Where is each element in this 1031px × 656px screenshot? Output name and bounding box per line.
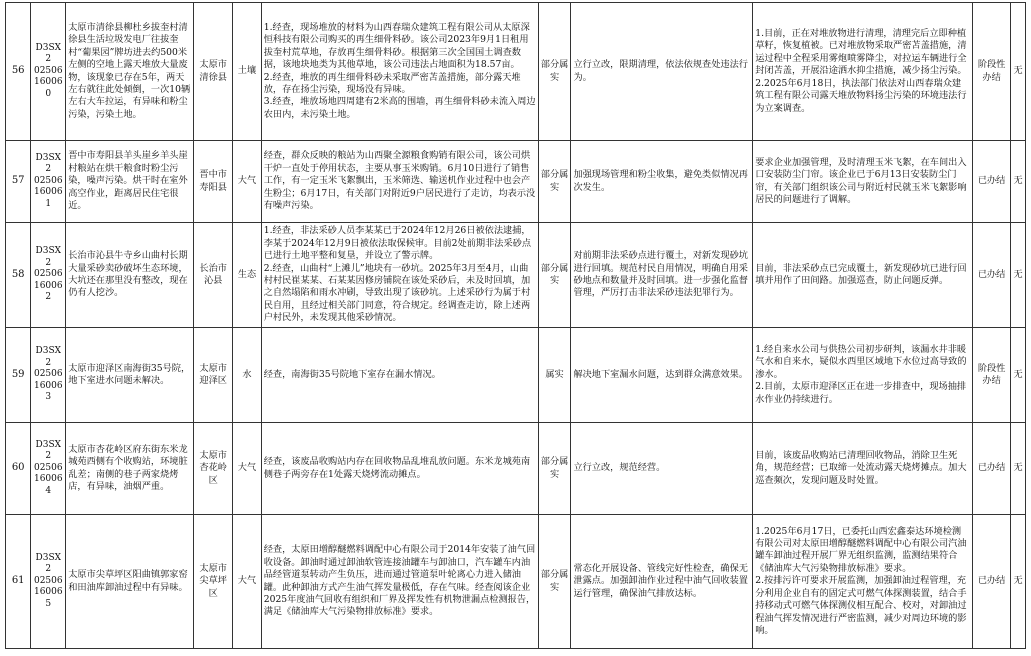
verdict-text: 部分属实 — [540, 569, 569, 593]
verdict-text: 部分属实 — [540, 262, 569, 286]
case-code-cell — [31, 423, 66, 515]
case-code-text: D3SX2 02506 16006 3 — [33, 346, 63, 403]
rectification-requirement-text: 立行立改，限期清理，依法依规查处违法行为。 — [573, 59, 748, 83]
investigation-findings-cell — [261, 141, 538, 223]
status-text: 已办结 — [977, 575, 1006, 587]
reported-issue-text: 长治市沁县牛寺乡山曲村长期大量采砂卖砂破坏生态环境，大坑还在那里没有整改，现在仍有人挖沙。 — [68, 250, 188, 299]
status-text: 已办结 — [977, 268, 1006, 280]
pollution-type-cell — [233, 423, 262, 515]
status-cell — [973, 141, 1011, 223]
pollution-type-cell — [233, 515, 262, 649]
investigation-findings-text: 经查，太原田增醇醚燃料调配中心有限公司于2014年安装了油气回收设备。卸油时通过卸油软管连接油罐车与卸油口，汽车罐车内油品经管道泵转动产生负压，进而通过管道泵叶轮离心力进入储油罐。此种卸油方式产生油气挥发量极低，存在气味。经查阅该企业2025年度油气回收有组织和厂界及挥发性有机物泄漏点检测报告，满足《储油库大气污染物排放标准》要求。 — [263, 544, 536, 618]
row-number-text: 56 — [11, 65, 25, 77]
rectification-result-text: 1.经自来水公司与供热公司初步研判，该漏水井非暖气水和自来水，疑似水西里区域地下水位过高导致的渗水。 2.目前，太原市迎泽区正在进一步排查中，现场抽排水作业仍持续进行。 — [755, 343, 967, 405]
reported-issue-cell — [66, 141, 194, 223]
reported-issue-text: 晋中市寿阳县羊头崖乡羊头崖村粮站在烘干粮食时粉尘污染，噪声污染。烘干时在室外高空作业，距离居民住宅很近。 — [68, 150, 188, 212]
rectification-result-text: 1.目前，正在对堆放物进行清理，清理完后立即种植草籽，恢复植被。已对堆放物采取严密苫盖措施，清运过程中全程采用雾炮喷雾降尘，对拉运车辆进行全封闭苫盖，开展沿途洒水抑尘措施，减少扬尘污染。 2.2025年6月18日，执法部门依法对山西春瑞众建筑工程有限公司露天堆放物料扬尘污染的环境违法行为立案调查。 — [755, 28, 967, 114]
reported-issue-cell — [66, 515, 194, 649]
pollution-type-cell — [233, 328, 262, 423]
status-text: 已办结 — [977, 462, 1006, 474]
table-row — [6, 223, 1026, 328]
rectification-result-text: 目前，该废品收购站已清理回收物品，消除卫生死角，规范经营；已取缔一处流动露天烧烤摊点。加大巡查频次，发现问题及时处置。 — [755, 449, 967, 486]
rectification-requirement-text: 解决地下室漏水问题，达到群众满意效果。 — [573, 368, 748, 380]
investigation-findings-text: 经查，南海街35号院地下室存在漏水情况。 — [263, 368, 441, 380]
row-number-cell — [6, 3, 31, 141]
row-number-text: 58 — [11, 268, 25, 280]
table-row — [6, 3, 1026, 141]
accountability-cell — [1011, 141, 1026, 223]
table-row — [6, 423, 1026, 515]
row-number-text: 59 — [11, 368, 25, 380]
investigation-findings-cell — [261, 423, 538, 515]
rectification-result-cell — [753, 141, 973, 223]
case-code-text: D3SX2 02506 16006 2 — [33, 246, 63, 303]
table-body — [6, 3, 1026, 649]
investigation-findings-cell — [261, 223, 538, 328]
investigation-findings-text: 经查，群众反映的粮站为山西聚全源粮食购销有限公司，该公司烘干炉一直处于停用状态，主要从事玉米购销。6月10日进行了销售工作，有一定玉米飞絮飘出，玉米筛选、输送机作业过程中也会产生粉尘；6月17日，有关部门对附近9户居民进行了走访，均表示没有噪声污染。 — [263, 150, 536, 212]
rectification-result-cell — [753, 3, 973, 141]
verdict-text: 部分属实 — [540, 456, 569, 480]
accountability-cell — [1011, 423, 1026, 515]
rectification-requirement-text: 常态化开展设备、管线完好性检查，确保无泄露点。加强卸油作业过程中油气回收装置运行管理，确保油气排放达标。 — [573, 562, 748, 599]
pollution-type-text: 大气 — [237, 575, 257, 587]
case-code-cell — [31, 141, 66, 223]
region-text: 太原市尖草坪区 — [199, 562, 227, 599]
row-number-cell — [6, 515, 31, 649]
rectification-result-text: 目前，非法采砂点已完成覆土，新发现砂坑已进行回填并用作了田间路。加强巡查，防止问题反弹。 — [755, 262, 967, 286]
accountability-cell — [1011, 328, 1026, 423]
rectification-requirement-text: 立行立改，规范经营。 — [573, 462, 666, 474]
status-cell — [973, 3, 1011, 141]
verdict-cell — [538, 3, 571, 141]
accountability-text: 无 — [1013, 175, 1023, 187]
case-code-text: D3SX2 02506 16006 1 — [33, 152, 63, 209]
accountability-text: 无 — [1013, 462, 1023, 474]
region-cell — [194, 223, 233, 328]
rectification-result-cell — [753, 328, 973, 423]
accountability-cell — [1011, 223, 1026, 328]
region-cell — [194, 423, 233, 515]
region-cell — [194, 515, 233, 649]
investigation-findings-text: 1.经查，现场堆放的材料为山西春瑞众建筑工程有限公司从太原深恒科技有限公司购买的再生细骨料砂。该公司2023年9月1日租用拔奎村荒草地，存放再生细骨料砂。根据第三次全国国土调查数据，该地块地类为其他草地，该公司违法占地面积为18.57亩。 2.经查，堆放的再生细骨料砂未采取严密苫盖措施，部分露天堆放，存在扬尘污染，现场没有异味。 3.经查，堆放场地四周建有2米高的围墙，再生细骨料砂未流入周边农田内，未污染土地。 — [263, 21, 536, 120]
region-text: 晋中市寿阳县 — [199, 169, 227, 193]
verdict-cell — [538, 423, 571, 515]
row-number-cell — [6, 141, 31, 223]
reported-issue-text: 太原市杏花岭区府东街东米龙城苑西侧有个收购站，环境脏乱差；南侧的巷子两家烧烤店，有异味，油烟严重。 — [68, 443, 188, 492]
verdict-cell — [538, 223, 571, 328]
investigation-findings-text: 经查，该废品收购站内存在回收物品乱堆乱放问题。东米龙城苑南侧巷子两旁存在1处露天烧烤流动摊点。 — [263, 456, 531, 480]
verdict-cell — [538, 328, 571, 423]
investigation-findings-cell — [261, 515, 538, 649]
rectification-requirement-text: 加强现场管理和粉尘收集，避免类似情况再次发生。 — [573, 169, 748, 193]
rectification-requirement-text: 对前期非法采砂点进行覆土，对新发现砂坑进行回填。规范村民自用情况，明确自用采砂地点和数量并及时回填。进一步强化监督管理，严厉打击非法采砂违法犯罪行为。 — [573, 250, 748, 299]
accountability-text: 无 — [1013, 575, 1023, 587]
row-number-text: 60 — [11, 462, 25, 474]
verdict-text: 部分属实 — [540, 169, 569, 193]
accountability-text: 无 — [1013, 65, 1023, 77]
rectification-requirement-cell — [571, 141, 753, 223]
row-number-cell — [6, 223, 31, 328]
investigation-findings-cell — [261, 328, 538, 423]
rectification-requirement-cell — [571, 328, 753, 423]
pollution-type-cell — [233, 223, 262, 328]
rectification-result-text: 1.2025年6月17日，已委托山西宏鑫泰达环境检测有限公司对太原田增醇醚燃料调配中心有限公司汽油罐车卸油过程开展厂界无组织监测，监测结果符合《储油库大气污染物排放标准》要求。 2.按排污许可要求开展监测，加强卸油过程管理，充分利用企业自有的固定式可燃气体探测装置，结合手持移动式可燃气体探测仪相互配合、校对，对卸油过程油气挥发情况进行严密监测，减少对周边环境的影响。 — [755, 525, 967, 636]
row-number-cell — [6, 423, 31, 515]
pollution-type-cell — [233, 3, 262, 141]
table-row — [6, 141, 1026, 223]
region-cell — [194, 3, 233, 141]
accountability-text: 无 — [1013, 268, 1023, 280]
reported-issue-text: 太原市清徐县柳杜乡拔奎村清徐县生活垃圾发电厂往拔奎村“葡果园”牌坊进去约500米左侧的空地上露天堆放大量废物，该现象已存在5年，两天左右就往此处倾倒，一次10辆左右大车拉运，有异味和粉尘污染，污染土地。 — [68, 21, 191, 120]
region-text: 长治市沁县 — [199, 262, 227, 286]
accountability-cell — [1011, 515, 1026, 649]
accountability-text: 无 — [1013, 368, 1023, 380]
region-text: 太原市清徐县 — [199, 59, 227, 83]
accountability-cell — [1011, 3, 1026, 141]
case-code-text: D3SX2 02506 16006 4 — [33, 439, 63, 496]
verdict-text: 属实 — [545, 368, 564, 380]
rectification-result-cell — [753, 423, 973, 515]
rectification-requirement-cell — [571, 223, 753, 328]
reported-issue-text: 太原市尖草坪区阳曲镇郭家窑和田油库卸油过程中有异味。 — [68, 569, 188, 593]
investigation-findings-text: 1.经查，非法采砂人员李某某已于2024年12月26日被依法逮捕，李某于2024年12月9日被依法取保候审。目前2处前期非法采砂点已进行土地平整和复垦，并设立了警示牌。 2.经查，山曲村“上滩儿”地块有一砂坑。2025年3月至4月，山曲村村民崔某某、石某某因修房铺院在该处采砂后，未及时回填，加之自然塌陷和雨水冲刷，导致出现了该砂坑。上述采砂行为属于村民自用，且经过相关部门同意，符合规定。经调查走访，除上述两户村民外，未发现其他采砂情况。 — [263, 225, 532, 324]
reported-issue-cell — [66, 423, 194, 515]
row-number-cell — [6, 328, 31, 423]
reported-issue-cell — [66, 223, 194, 328]
row-number-text: 57 — [11, 175, 25, 187]
status-text: 阶段性办结 — [977, 59, 1006, 83]
status-cell — [973, 328, 1011, 423]
case-code-text: D3SX2 02506 16006 0 — [33, 42, 63, 99]
petition-table — [5, 2, 1026, 649]
case-code-cell — [31, 3, 66, 141]
case-code-cell — [31, 328, 66, 423]
pollution-type-text: 大气 — [237, 175, 257, 187]
verdict-cell — [538, 141, 571, 223]
status-text: 阶段性办结 — [977, 362, 1006, 386]
status-text: 已办结 — [977, 175, 1006, 187]
rectification-result-cell — [753, 223, 973, 328]
rectification-requirement-cell — [571, 423, 753, 515]
case-code-cell — [31, 223, 66, 328]
status-cell — [973, 223, 1011, 328]
pollution-type-text: 生态 — [237, 268, 257, 280]
rectification-requirement-cell — [571, 515, 753, 649]
rectification-requirement-cell — [571, 3, 753, 141]
pollution-type-text: 大气 — [237, 462, 257, 474]
reported-issue-cell — [66, 3, 194, 141]
row-number-text: 61 — [11, 575, 25, 587]
rectification-result-cell — [753, 515, 973, 649]
reported-issue-cell — [66, 328, 194, 423]
region-text: 太原市杏花岭区 — [199, 449, 227, 486]
pollution-type-text: 土壤 — [237, 65, 257, 77]
status-cell — [973, 423, 1011, 515]
investigation-findings-cell — [261, 3, 538, 141]
rectification-result-text: 要求企业加强管理，及时清理玉米飞絮，在车间出入口安装防尘门帘。该企业已于6月13日安装防尘门帘，有关部门组织该公司与附近村民就玉米飞絮影响居民的问题进行了调解。 — [755, 156, 967, 205]
case-code-text: D3SX2 02506 16006 5 — [33, 552, 63, 609]
region-cell — [194, 141, 233, 223]
table-row — [6, 328, 1026, 423]
pollution-type-cell — [233, 141, 262, 223]
table-row — [6, 515, 1026, 649]
pollution-type-text: 水 — [242, 368, 252, 380]
region-text: 太原市迎泽区 — [199, 362, 227, 386]
verdict-text: 部分属实 — [540, 59, 569, 83]
region-cell — [194, 328, 233, 423]
verdict-cell — [538, 515, 571, 649]
status-cell — [973, 515, 1011, 649]
case-code-cell — [31, 515, 66, 649]
reported-issue-text: 太原市迎泽区南海街35号院，地下室进水问题未解决。 — [68, 362, 191, 386]
